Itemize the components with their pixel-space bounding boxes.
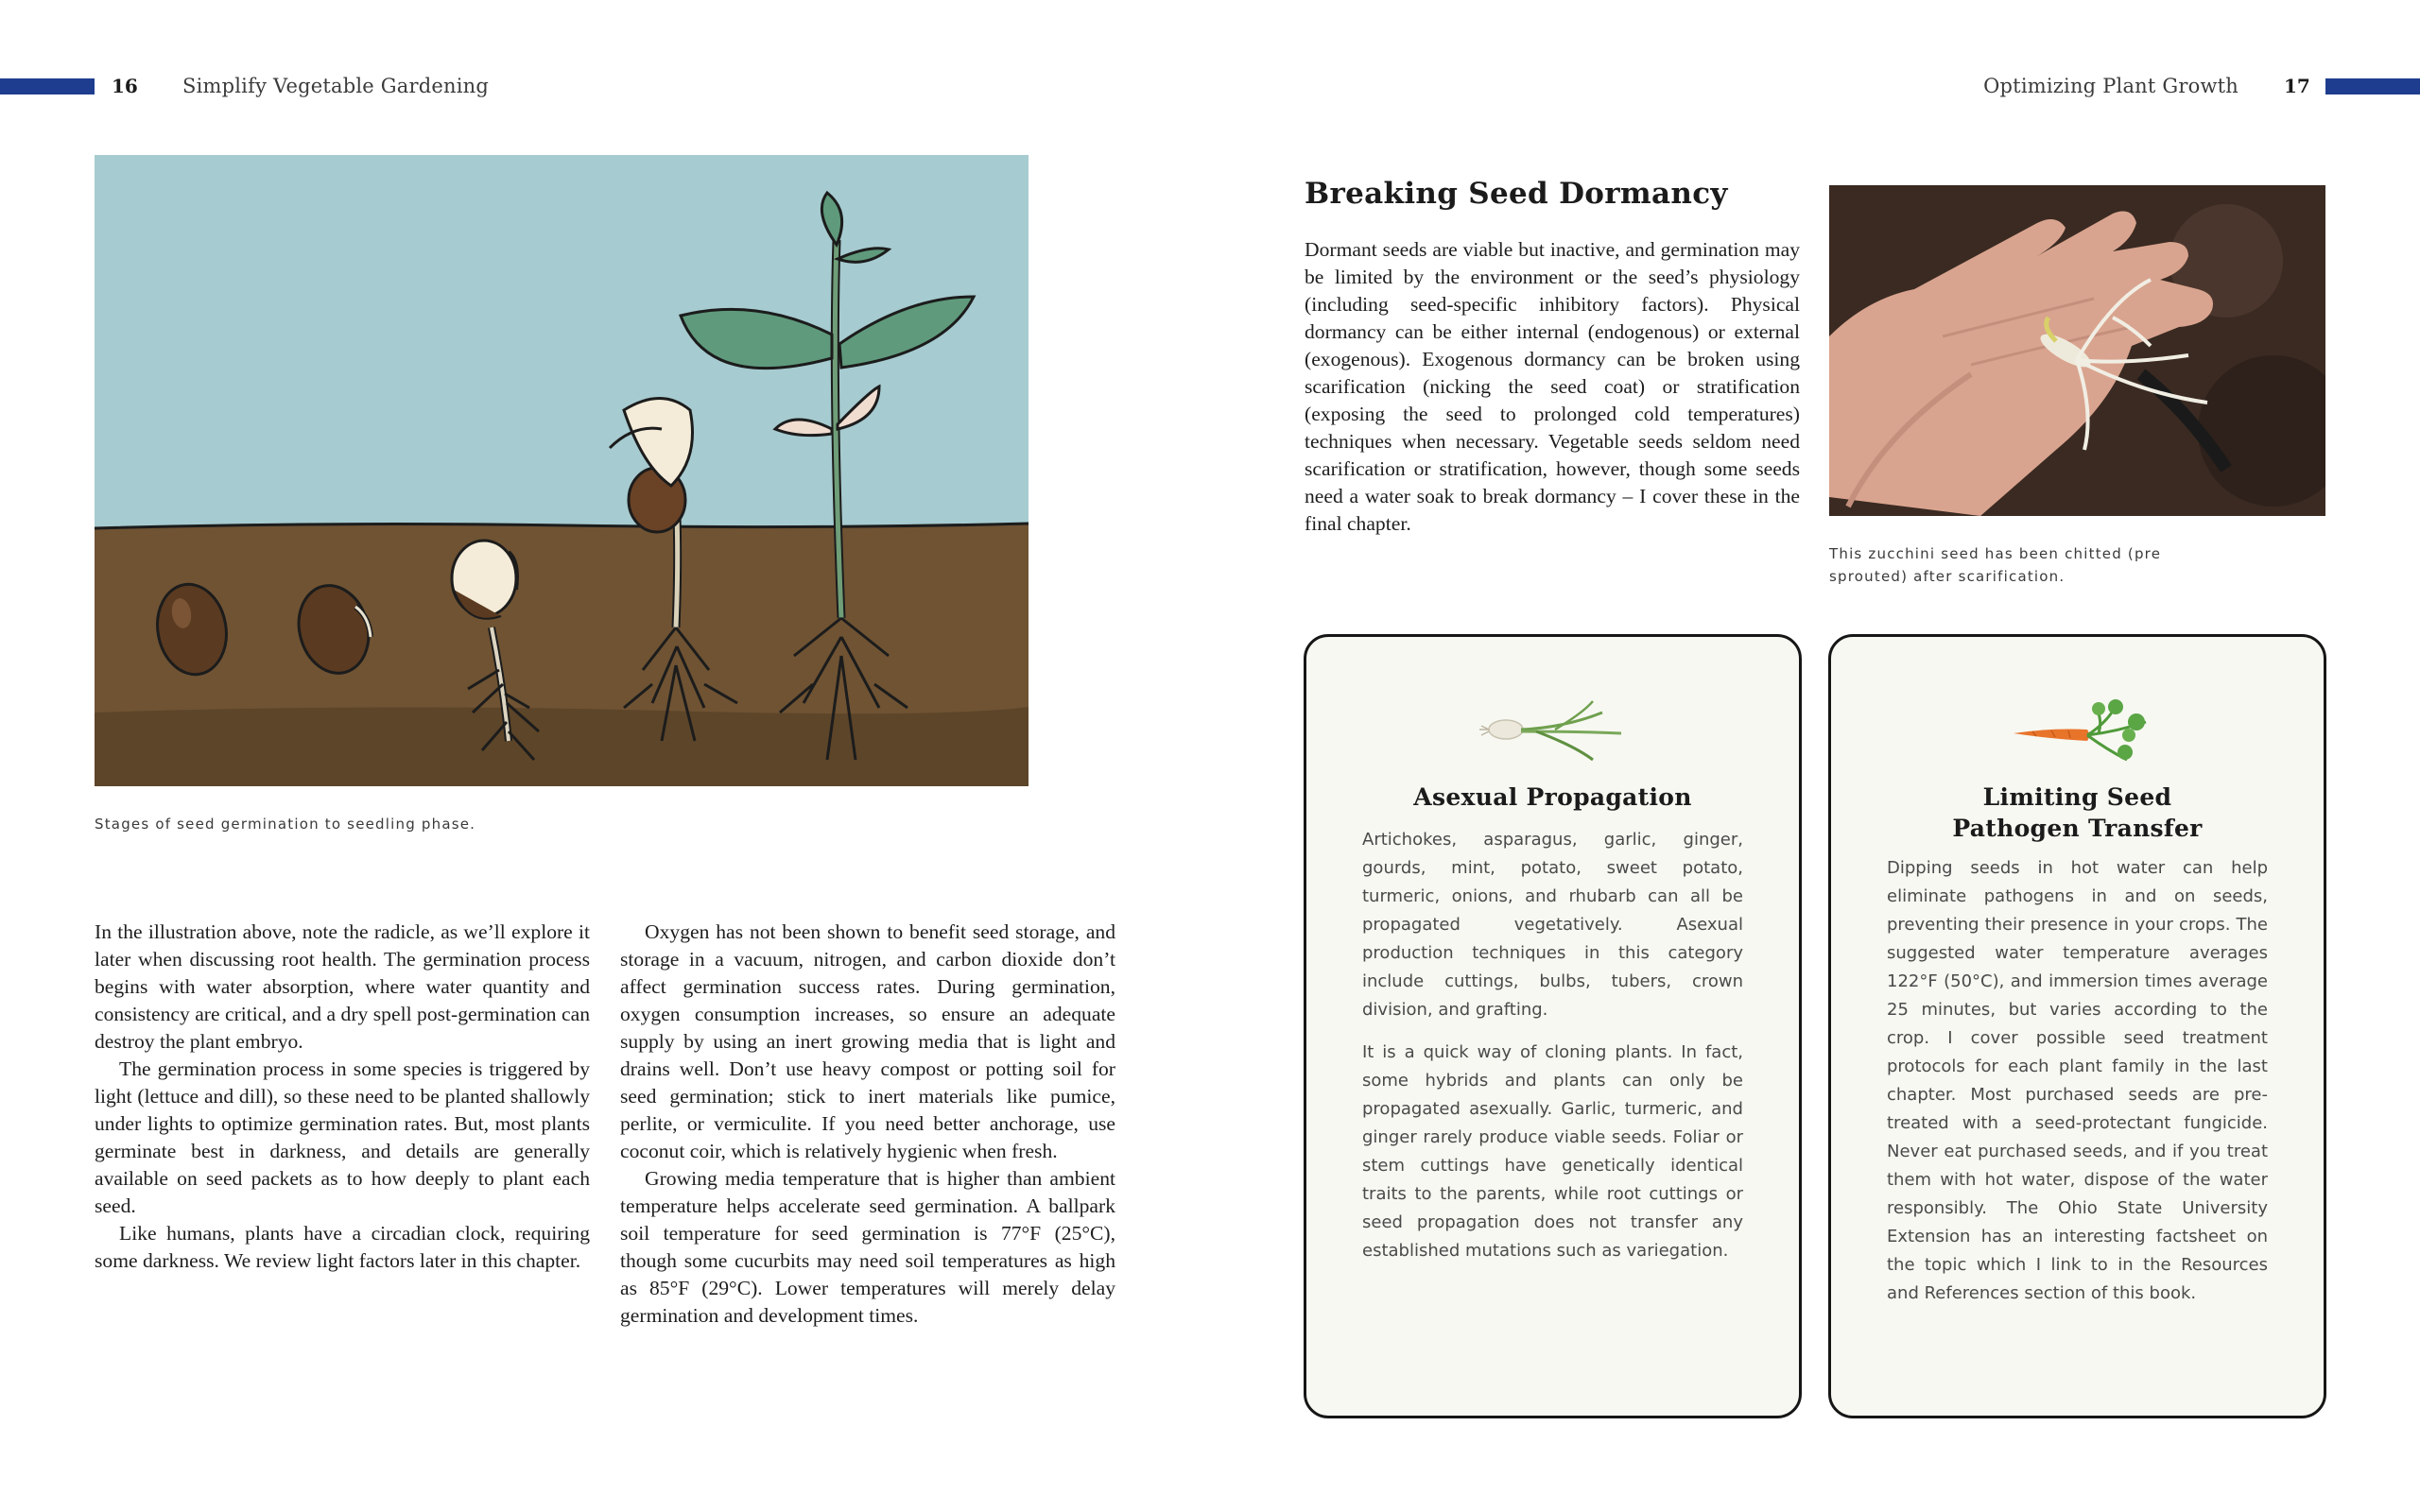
caption-line: sprouted) after scarification.	[1829, 568, 2066, 585]
zucchini-caption	[1829, 542, 2161, 588]
paragraph: The germination process in some species is triggered by light (lettuce and dill), so these need to be planted shallowly under lights to optimize germination rates. But, most plants germinate best in darkness, and details are generally available on seed packets as to how deeply to plant each seed.	[95, 1057, 590, 1217]
zucchini-seed-photo	[1829, 185, 2325, 516]
asexual-propagation-box	[1304, 634, 1802, 1418]
paragraph: Oxygen has not been shown to benefit seed storage, and storage in a vacuum, nitrogen, and carbon dioxide don’t affect germination success rates. During germination, oxygen consumption increases, so ensure an adequate supply by using an inert growing media that is light and drains well. Don’t use heavy compost or potting soil for seed germination; stick to inert materials like pumice, perlite, or vermiculite. If you need better anchorage, use coconut coir, which is relatively hygienic when fresh.	[620, 920, 1115, 1162]
box-title-line: Limiting Seed	[1982, 783, 2172, 811]
box-title	[1831, 782, 2324, 844]
seed-pathogen-box	[1828, 634, 2326, 1418]
paragraph: Dormant seeds are viable but inactive, and germination may be limited by the environment or the seed’s physiology (including seed-specific inhibitory factors). Physical dormancy can be either internal (endogenous) or external (exogenous). Exogenous dormancy can be broken using scarification (nicking the seed coat) or stratification (exposing the seed to prolonged cold temperatures) techniques when necessary. Vegetable seeds seldom need scarification or stratification, however, though some seeds need a water soak to break dormancy – I cover these in the final chapter.	[1305, 238, 1800, 535]
paragraph: Like humans, plants have a circadian clock, requiring some darkness. We review light factors later in this chapter.	[95, 1222, 590, 1272]
paragraph: Growing media temperature that is higher than ambient temperature helps accelerate seed germination. A ballpark soil temperature for seed germination is 77°F (25°C), though some cucurbits may need soil temperatures as high as 85°F (29°C). Lower temperatures will merely delay germination and development times.	[620, 1167, 1115, 1327]
left-running-head: Simplify Vegetable Gardening	[182, 75, 489, 97]
green-onion-icon	[1479, 694, 1631, 769]
left-page-number: 16	[112, 75, 138, 97]
germination-caption: Stages of seed germination to seedling phase.	[95, 816, 476, 833]
germination-illustration	[95, 155, 1028, 786]
right-running-head: Optimizing Plant Growth	[1983, 75, 2238, 97]
paragraph: In the illustration above, note the radicle, as we’ll explore it later when discussing root health. The germination process begins with water absorption, where water quantity and consistency are critical, and a dry spell post-germination can destroy the plant embryo.	[95, 920, 590, 1053]
left-column-1	[95, 919, 590, 1275]
box-title: Asexual Propagation	[1413, 783, 1692, 811]
section-title: Breaking Seed Dormancy	[1305, 177, 1728, 211]
right-page-number: 17	[2284, 75, 2310, 97]
right-accent-bar	[2325, 78, 2420, 94]
section-body	[1305, 236, 1800, 538]
paragraph: Artichokes, asparagus, garlic, ginger, gourds, mint, potato, sweet potato, turmeric, onions, and rhubarb can all be propagated vegetatively. Asexual production techniques in this category include cuttings, bulbs, tubers, crown division, and grafting.	[1362, 830, 1743, 1020]
box-body	[1887, 854, 2268, 1322]
carrot-icon	[2004, 694, 2155, 769]
box-body	[1362, 826, 1743, 1280]
left-accent-bar	[0, 78, 95, 94]
box-title-line: Pathogen Transfer	[1952, 815, 2203, 842]
left-column-2	[620, 919, 1115, 1330]
caption-line: This zucchini seed has been chitted (pre	[1829, 545, 2162, 562]
paragraph: It is a quick way of cloning plants. In fact, some hybrids and plants can only be propagated asexually. Garlic, turmeric, and ginger rarely produce viable seeds. Foliar or stem cuttings have genetically identical traits to the parents, while root cuttings or seed propagation does not transfer any established mutations such as variegation.	[1362, 1042, 1743, 1261]
paragraph: Dipping seeds in hot water can help eliminate pathogens in and on seeds, preventing their presence in your crops. The suggested water temperature averages 122°F (50°C), and immersion times average 25 minutes, but varies according to the crop. I cover possible seed treatment protocols for each plant family in the last chapter. Most purchased seeds are pre-treated with a seed-protectant fungicide. Never eat purchased seeds, and if you treat them with hot water, dispose of the water responsibly. The Ohio State University Extension has an interesting factsheet on the topic which I link to in the Resources and References section of this book.	[1887, 858, 2268, 1303]
